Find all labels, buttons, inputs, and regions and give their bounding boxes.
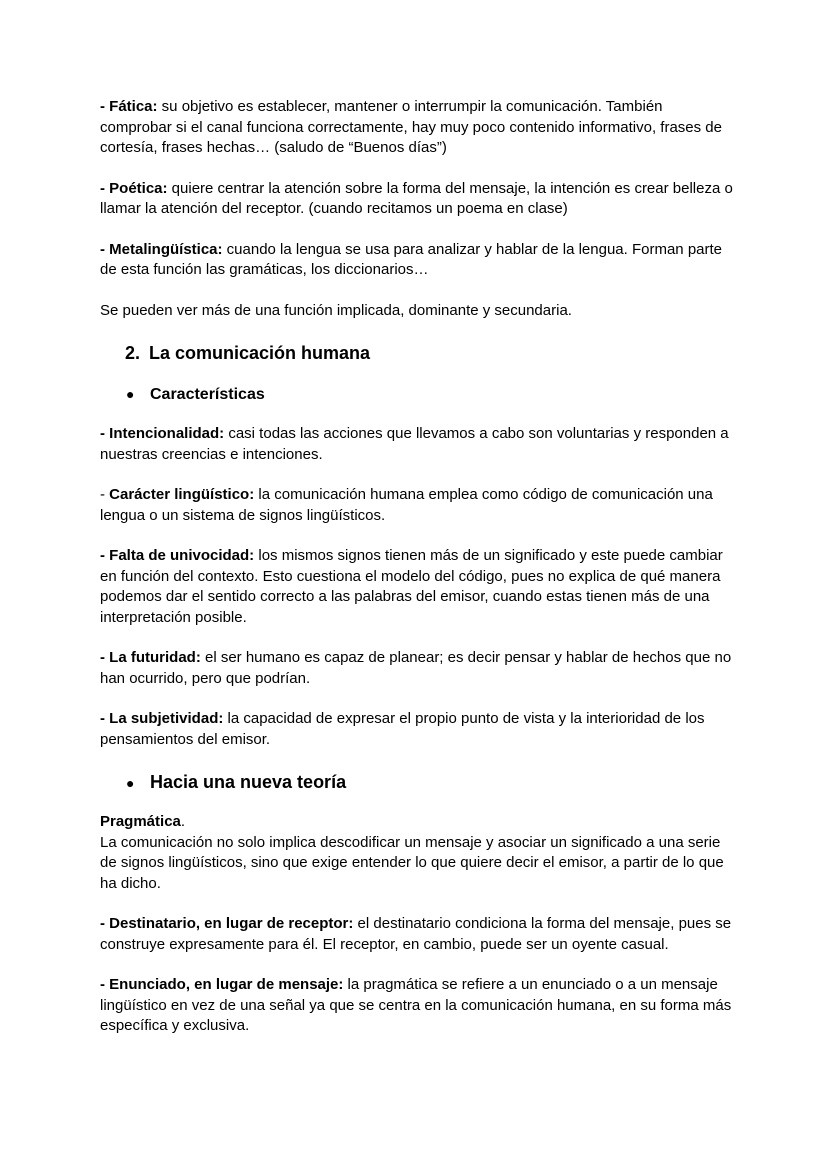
subheading-caracteristicas xyxy=(126,382,738,407)
text-caracter: la comunicación humana emplea como código de comunicación una lengua o un sistema de signos lingüísticos. xyxy=(100,486,713,524)
text-destinatario: el destinatario condiciona la forma del mensaje, pues se construye expresamente para él. El receptor, en cambio, puede ser un oyente casual. xyxy=(100,915,732,953)
text-futuridad: el ser humano es capaz de planear; es decir pensar y hablar de hechos que no han ocurrido, pero que podrían. xyxy=(100,649,732,687)
dot-pragmatica: . xyxy=(180,813,186,830)
paragraph-enunciado xyxy=(100,975,738,1037)
paragraph-intencionalidad xyxy=(100,424,738,465)
term-pragmatica: Pragmática xyxy=(100,813,181,830)
subheading-title: Hacia una nueva teoría xyxy=(150,772,347,792)
paragraph-fatica xyxy=(100,97,738,159)
term-subjetividad: - La subjetividad: xyxy=(100,710,224,727)
text-enunciado: la pragmática se refiere a un enunciado o a un mensaje lingüístico en vez de una señal ya que se centra en la comunicación humana, en su forma más específica y exclusiva. xyxy=(100,976,732,1034)
term-caracter: Carácter lingüístico: xyxy=(109,486,255,503)
term-enunciado: - Enunciado, en lugar de mensaje: xyxy=(100,976,344,993)
term-poetica: - Poética: xyxy=(100,179,168,197)
paragraph-pragmatica xyxy=(100,812,738,894)
bullet-icon: ● xyxy=(126,775,135,791)
paragraph-poetica xyxy=(100,179,738,220)
paragraph-caracter xyxy=(100,485,738,526)
term-univocidad: - Falta de univocidad: xyxy=(100,547,255,564)
text-metalinguistica: cuando la lengua se usa para analizar y hablar de la lengua. Forman parte de esta función las gramáticas, los diccionarios… xyxy=(100,240,723,278)
term-destinatario: - Destinatario, en lugar de receptor: xyxy=(100,915,354,932)
paragraph-futuridad xyxy=(100,648,738,689)
paragraph-subjetividad xyxy=(100,709,738,750)
text-pragmatica: La comunicación no solo implica descodificar un mensaje y asociar un significado a una serie de signos lingüísticos, sino que exige entender lo que quiere decir el emisor, a partir de lo que ha dicho. xyxy=(100,833,724,892)
subheading-title: Características xyxy=(150,386,265,403)
text-fatica: su objetivo es establecer, mantener o interrumpir la comunicación. También comprobar si el canal funciona correctamente, hay muy poco contenido informativo, frases de cortesía, frases hechas… (saludo de “Buenos días”) xyxy=(100,98,722,156)
term-metalinguistica: - Metalingüística: xyxy=(100,240,223,258)
text-univocidad: los mismos signos tienen más de un significado y este puede cambiar en función del contexto. Esto cuestiona el modelo del código, pues no explica de qué manera podemos dar el sentido correcto a las palabras del emisor, cuando estas tienen más de una interpretación posible. xyxy=(100,547,723,626)
bullet-icon: ● xyxy=(126,386,135,402)
term-futuridad: - La futuridad: xyxy=(100,649,201,666)
term-fatica: - Fática: xyxy=(100,98,158,115)
text-intencionalidad: casi todas las acciones que llevamos a cabo son voluntarias y responden a nuestras creencias e intenciones. xyxy=(100,425,729,463)
subheading-teoria xyxy=(126,770,738,795)
paragraph-metalinguistica xyxy=(100,240,738,281)
paragraph-destinatario xyxy=(100,914,738,955)
section-number: 2. xyxy=(125,343,141,363)
section-heading-2 xyxy=(125,341,738,365)
prefix-caracter: - xyxy=(100,486,110,503)
section-title: La comunicación humana xyxy=(149,343,371,363)
paragraph-nota: Se pueden ver más de una función implicada, dominante y secundaria. xyxy=(100,301,572,319)
term-intencionalidad: - Intencionalidad: xyxy=(100,425,225,442)
paragraph-univocidad xyxy=(100,546,738,628)
text-subjetividad: la capacidad de expresar el propio punto de vista y la interioridad de los pensamientos del emisor. xyxy=(100,710,705,748)
text-poetica: quiere centrar la atención sobre la forma del mensaje, la intención es crear belleza o llamar la atención del receptor. (cuando recitamos un poema en clase) xyxy=(100,179,733,217)
